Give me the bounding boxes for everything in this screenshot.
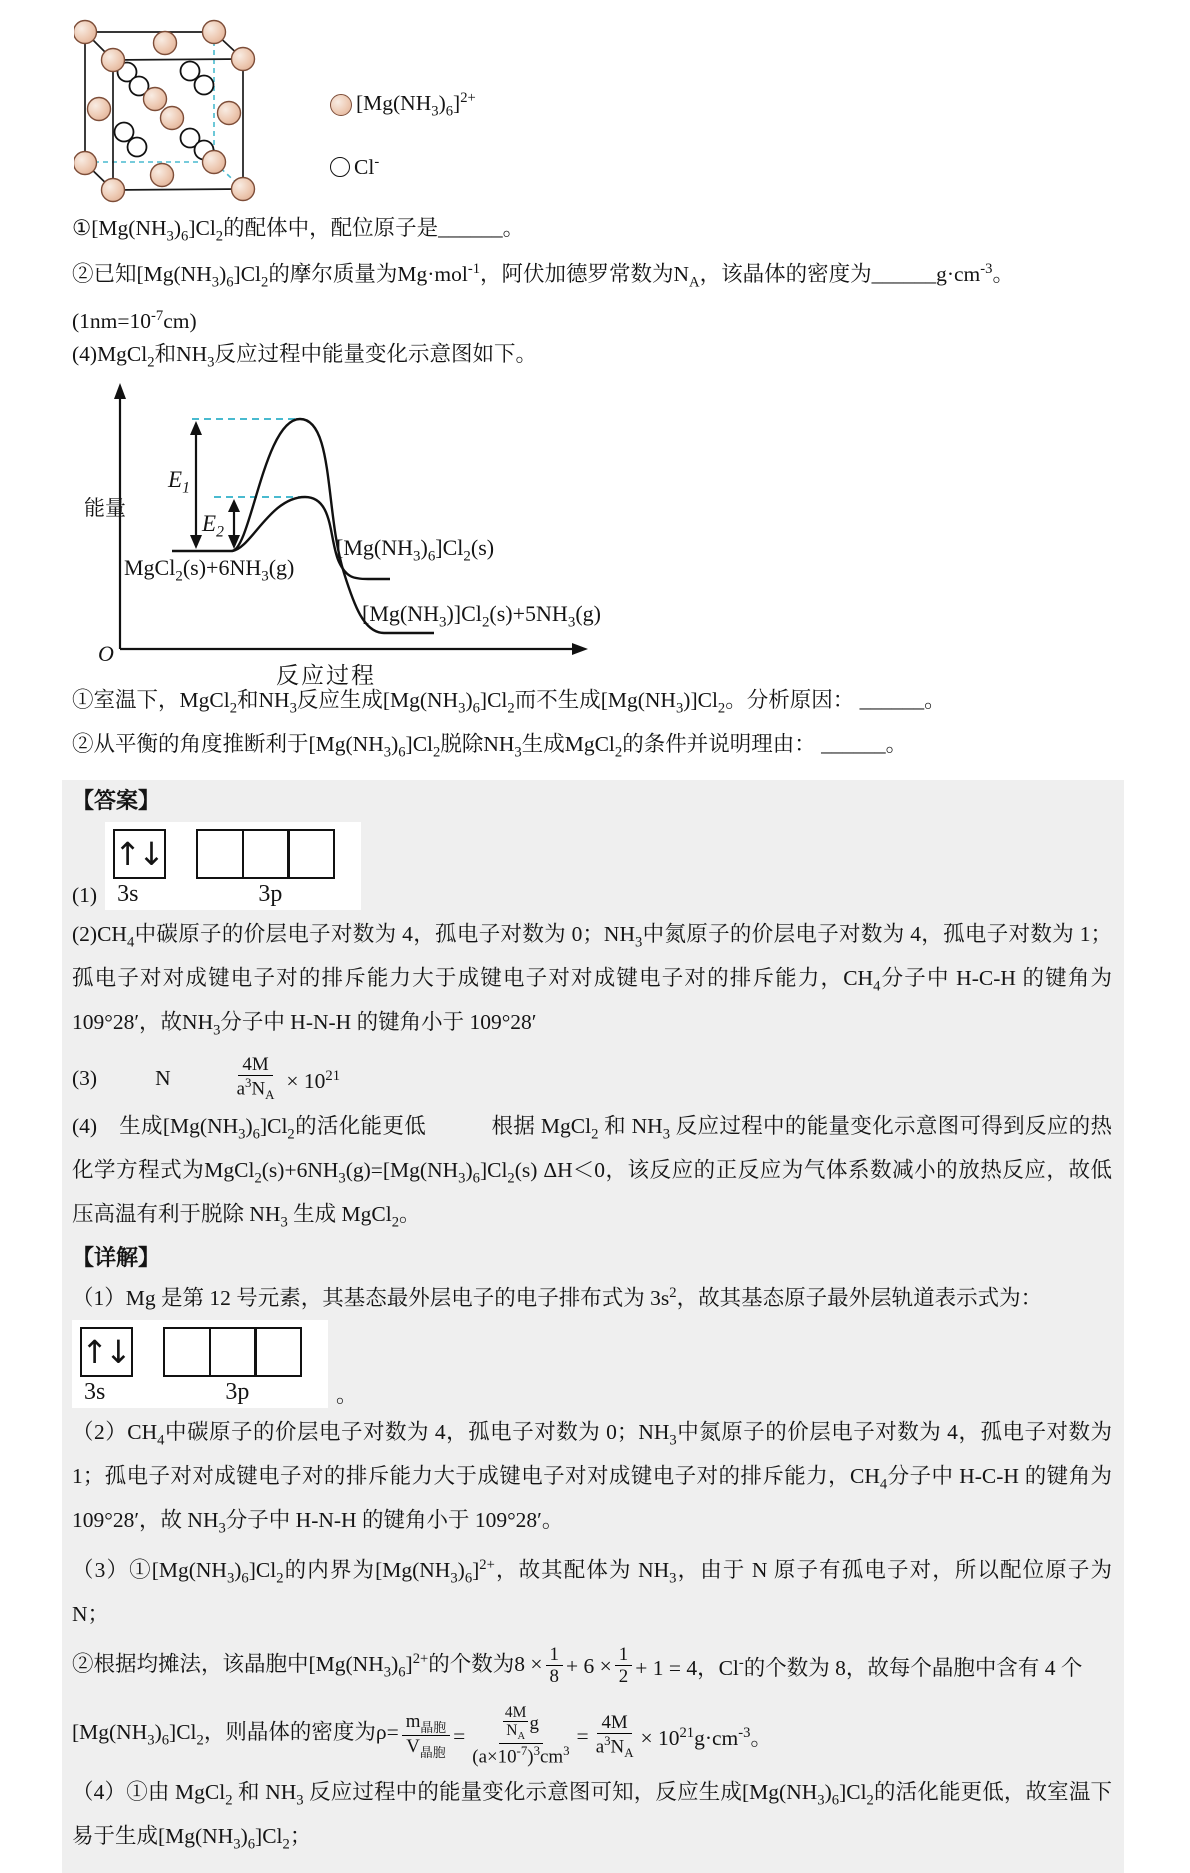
answer-item3-fraction: $\frac{4M}{a^3N_A}$ <box>236 1053 275 1103</box>
orbital-3s-box <box>80 1327 133 1377</box>
answer-item4: (4) 生成$[Mg(NH_3)_6]Cl_2$的活化能更低 根据 MgCl$_2$ 和 $NH_3$ 反应过程中的能量变化示意图可得到反应的热化学方程式为$MgCl_2(s)+6NH_3(g)=[Mg(NH_3)_6]Cl_2(s)$ ΔH＜0，该反应的正反应为气体系数减小的放热反应，故低压高温有利于脱除 $NH_3$ 生成 MgCl$_2$。 <box>72 1113 1112 1231</box>
question-2: ②已知$[Mg(NH_3)_6]Cl_2$的摩尔质量为Mg·mol$^{-1}$，阿伏加德罗常数为$N_A$，该晶体的密度为$\_\_\_\_\_\_g\cdot cm^{-3}$。 <box>72 261 1014 291</box>
detail-header: 【详解】 <box>72 1244 161 1270</box>
answer-header: 【答案】 <box>72 787 161 813</box>
orbital-3p-cell <box>209 1327 257 1377</box>
answer-item2: $(2)CH_4$中碳原子的价层电子对数为 4，孤电子对数为 0；$NH_3$中氮原子的价层电子对数为 4，孤电子对数为 1；孤电子对对成键电子对的排斥能力大于成键电子对对成键电子对的排斥能力，$CH_4$分子中 H-C-H 的键角为 109°28′，故$NH_3$分子中 H-N-H 的键角小于 109°28′ <box>72 921 1112 1039</box>
post-question-1: ①室温下，MgCl$_2$和$NH_3$反应生成$[Mg(NH_3)_6]Cl_2$而不生成$[Mg(NH_3)]Cl_2$。分析原因： ______。 <box>72 688 946 717</box>
product-low-label: $[Mg(NH_3)]Cl_2(s)+5NH_3(g)$ <box>362 601 601 631</box>
orbital-3s-box <box>113 829 166 879</box>
orbital-3p-cell <box>196 829 244 879</box>
energy-curves-svg <box>84 381 614 683</box>
note-1nm: $(1nm=10^{-7}cm)$ <box>72 307 197 333</box>
detail-1: （1）Mg 是第 12 号元素，其基态最外层电子的电子排布式为 $3s^2$，故其基态原子最外层轨道表示式为： <box>72 1284 1043 1310</box>
post-question-2: ②从平衡的角度推断利于$[Mg(NH_3)_6]Cl_2$脱除$NH_3$生成MgCl$_2$的条件并说明理由： ______。 <box>72 731 908 760</box>
label-3s: 3s <box>84 1378 106 1405</box>
legend-anion-label: Cl- <box>354 153 380 180</box>
unit-cell-figure <box>72 12 1128 212</box>
anion-circle-icon <box>330 157 350 177</box>
legend-item-cation <box>330 90 476 120</box>
detail-2: $(2)CH_4$中碳原子的价层电子对数为 4，孤电子对数为 0；$NH_3$中氮原子的价层电子对数为 4，孤电子对数为 1；孤电子对对成键电子对的排斥能力大于成键电子对对成键电子对的排斥能力，$CH_4$分子中 H-C-H 的键角为 109°28′，故 $NH_3$分子中 H-N-H 的键角小于 109°28′。 <box>72 1419 1113 1537</box>
unit-cell-diagram <box>74 14 264 210</box>
orbital-3p-cell <box>287 829 335 879</box>
figure-legend <box>330 90 476 214</box>
e2-label: $E_2$ <box>202 511 224 541</box>
detail-3a: $(3)①[Mg(NH_3)_6]Cl_2$的内界为$[Mg(NH_3)_6]^{2+}$，故其配体为 $NH_3$，由于 N 原子有孤电子对，所以配位原子为 N； <box>72 1556 1112 1627</box>
orbital-diagram <box>72 1320 328 1408</box>
orbital-3p-cell <box>254 1327 302 1377</box>
question-1: $①[Mg(NH_3)_6]Cl_2$的配体中，配位原子是______。 <box>72 216 525 245</box>
answer-item3-value: N <box>155 1066 171 1091</box>
orbital-diagram <box>105 822 361 910</box>
mini-fraction-4M-NA: 4M $N_A$ <box>504 1704 527 1743</box>
label-3p: 3p <box>258 880 283 907</box>
detail-4: （4）①由 MgCl$_2$ 和 $NH_3$ 反应过程中的能量变化示意图可知，反应生成$[Mg(NH_3)_6]Cl_2$的活化能更低，故室温下易于生成$[Mg(NH_3)_6]Cl_2$； <box>72 1779 1112 1853</box>
cation-sphere-icon <box>330 94 352 116</box>
orbital-3p-cell <box>242 829 290 879</box>
paired-electrons: ↑↓ <box>81 1332 129 1371</box>
e1-label: $E_1$ <box>168 467 190 497</box>
question-4-intro: (4)MgCl$_2$和$NH_3$反应过程中能量变化示意图如下。 <box>72 341 537 371</box>
detail-3b-count-formula: ②根据均摊法，该晶胞中$[Mg(NH_3)_6]^{2+}$的个数为8 × $\frac{1}{8}$ + 6 × $\frac{1}{2}$ + 1 = 4，Cl-的个数为 8，故每个晶胞中含有 4 个 <box>72 1644 1083 1688</box>
reactants-label: $MgCl_2(s)+6NH_3(g)$ <box>124 555 295 585</box>
legend-item-anion <box>330 152 476 182</box>
label-3s: 3s <box>117 880 139 907</box>
fraction-1-2: $\frac{1}{2}$ <box>615 1644 632 1687</box>
orbital-3p-cell <box>163 1327 211 1377</box>
answer-item3-tail: × $10^{21}$ <box>286 1067 341 1093</box>
expanded-density-fraction: 4M $N_A$ g $(a\times 10^{-7})^3cm^3$ <box>472 1704 570 1768</box>
answer-item1-prefix: (1) <box>72 882 98 907</box>
energy-diagram-figure <box>84 381 614 689</box>
orbital-period: 。 <box>336 1382 358 1407</box>
orbital-3p-boxes <box>163 1327 302 1377</box>
final-density-fraction: $\frac{4M}{a^3N_A}$ <box>595 1711 634 1760</box>
y-axis-label: 能量 <box>84 496 126 521</box>
paired-electrons: ↑↓ <box>114 834 162 873</box>
fraction-1-8: $\frac{1}{8}$ <box>546 1644 563 1687</box>
product-mid-label: $[Mg(NH_3)_6]Cl_2(s)$ <box>336 535 495 565</box>
answer-block <box>62 780 1124 1873</box>
orbital-3p-boxes <box>196 829 335 879</box>
origin-label: O <box>98 641 114 667</box>
answer-item3-prefix: (3) <box>72 1066 98 1091</box>
orbital-diagram-detail <box>72 1320 1112 1408</box>
legend-cation-label: $[Mg(NH_3)_6]^{2+}$ <box>356 89 476 120</box>
density-formula-line: $[Mg(NH_3)_6]Cl_2$，则晶体的密度为ρ= $\frac{m_{晶胞}}{V_{晶胞}}$ = 4M $N_A$ g $(a\times 10^{-7})^3cm^3$ = $\frac{4M}{a^3N_A}$ × $10^{21}g\cdot cm^{-3}$。 <box>72 1704 772 1768</box>
orbital-diagram-answer <box>72 822 1112 910</box>
x-axis-label: 反应过程 <box>276 663 376 689</box>
answer-item3 <box>72 1051 1112 1106</box>
label-3p: 3p <box>225 1378 250 1405</box>
mass-volume-fraction: $\frac{m_{晶胞}}{V_{晶胞}}$ <box>402 1711 450 1760</box>
